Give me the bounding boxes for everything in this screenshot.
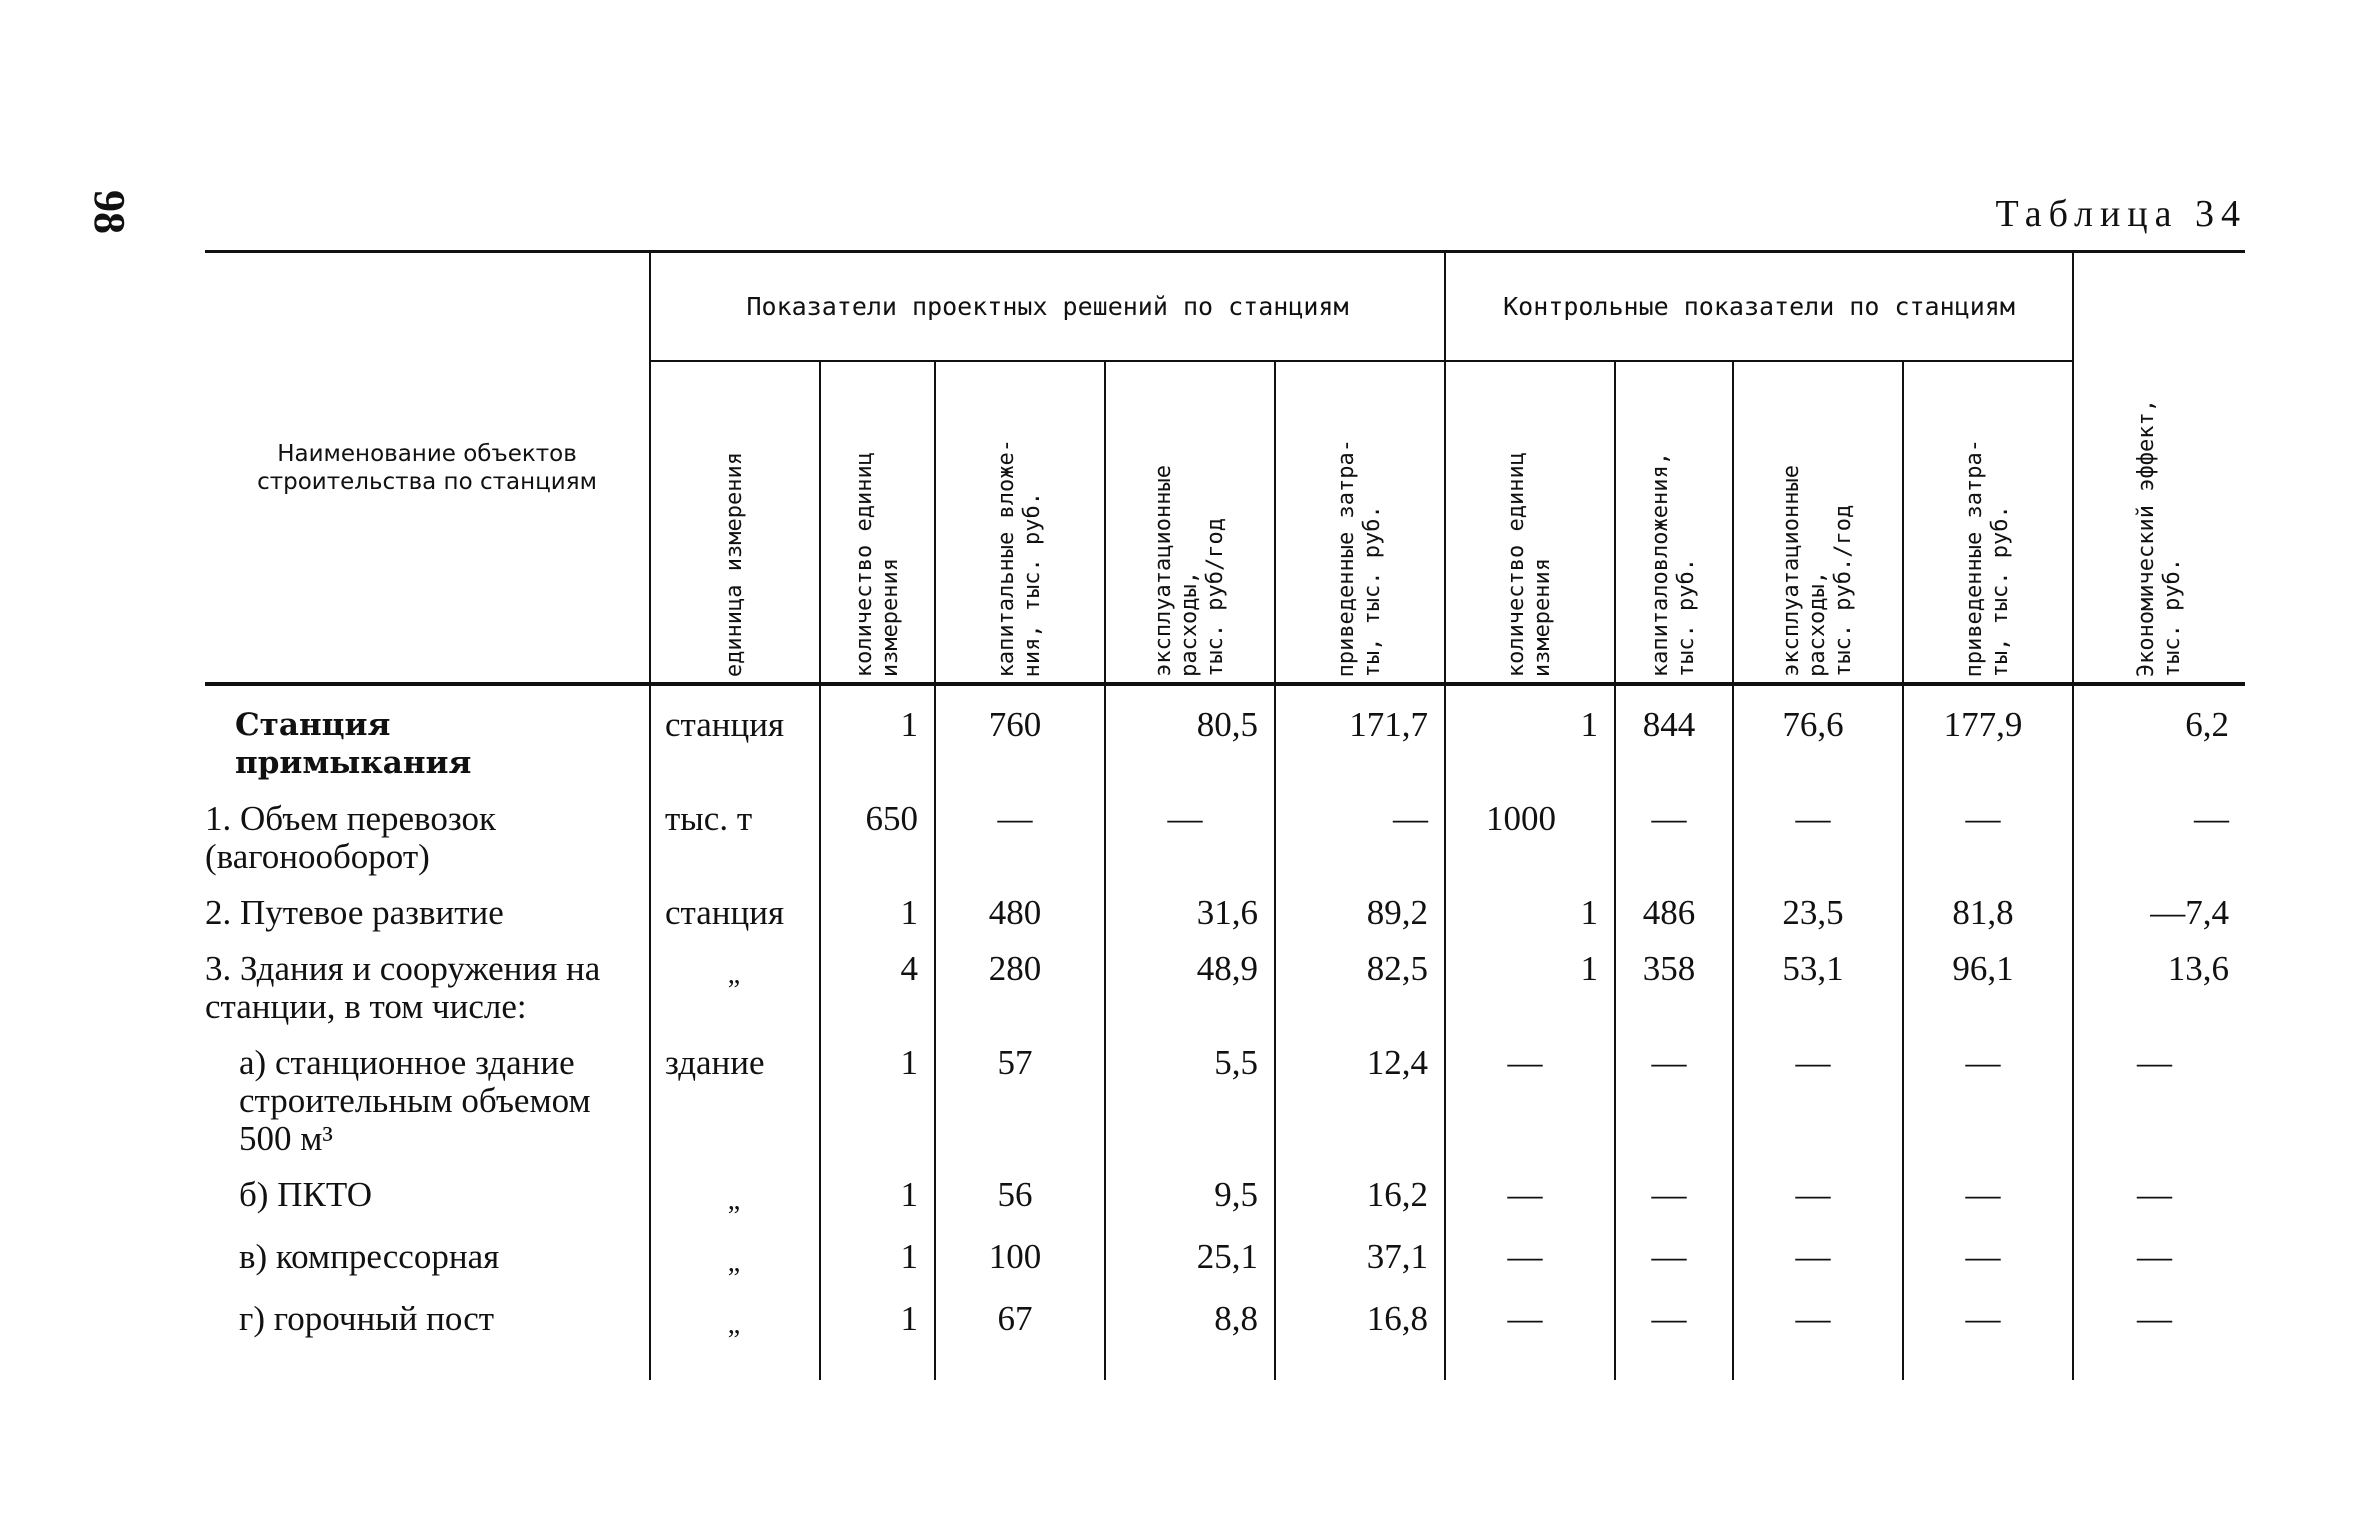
cell-control-capital: — bbox=[1615, 1038, 1733, 1170]
control-qty-column-header: количество единиц измерения bbox=[1504, 451, 1555, 677]
cell-effect: — bbox=[2073, 794, 2245, 888]
c-reduced-header-cell bbox=[1903, 361, 2073, 684]
cell-control-operating: — bbox=[1733, 1232, 1903, 1294]
row-name bbox=[205, 1232, 650, 1294]
data-table bbox=[205, 250, 2245, 1380]
cell-project-operating: 8,8 bbox=[1105, 1294, 1275, 1380]
cell-control-qty: 1 bbox=[1445, 888, 1615, 944]
row-name bbox=[205, 1038, 650, 1170]
cell-unit: „ bbox=[650, 944, 820, 1038]
sub-item-name: в) компрессорная bbox=[239, 1237, 500, 1276]
effect-column-header: Экономический эффект, тыс. руб. bbox=[2133, 398, 2185, 677]
cell-control-capital: 486 bbox=[1615, 888, 1733, 944]
cell-project-reduced: 89,2 bbox=[1275, 888, 1445, 944]
cell-project-capital: 57 bbox=[935, 1038, 1105, 1170]
cell-project-qty: 650 bbox=[820, 794, 935, 888]
cell-project-capital: 760 bbox=[935, 684, 1105, 794]
cell-control-operating: — bbox=[1733, 1038, 1903, 1170]
cell-control-operating: — bbox=[1733, 1170, 1903, 1232]
page-number: 98 bbox=[85, 190, 134, 234]
cell-control-reduced: 177,9 bbox=[1903, 684, 2073, 794]
cell-unit: „ bbox=[650, 1232, 820, 1294]
table-row bbox=[205, 1038, 2245, 1170]
control-group-header: Контрольные показатели по станциям bbox=[1445, 252, 2073, 362]
cell-effect: — bbox=[2073, 1170, 2245, 1232]
c-capital-header-cell bbox=[1615, 361, 1733, 684]
cell-project-operating: — bbox=[1105, 794, 1275, 888]
cell-effect: — bbox=[2073, 1294, 2245, 1380]
cell-project-operating: 48,9 bbox=[1105, 944, 1275, 1038]
table-row bbox=[205, 944, 2245, 1038]
c-operating-header-cell bbox=[1733, 361, 1903, 684]
row-name: 1. Объем перевозок (вагонооборот) bbox=[205, 799, 496, 876]
cell-project-operating: 9,5 bbox=[1105, 1170, 1275, 1232]
cell-unit: станция bbox=[650, 684, 820, 794]
cell-project-reduced: — bbox=[1275, 794, 1445, 888]
cell-unit: тыс. т bbox=[650, 794, 820, 888]
cell-effect: 6,2 bbox=[2073, 684, 2245, 794]
sub-item-name: б) ПКТО bbox=[239, 1175, 373, 1214]
cell-control-capital: 844 bbox=[1615, 684, 1733, 794]
table-row bbox=[205, 1170, 2245, 1232]
row-name: 2. Путевое развитие bbox=[205, 893, 504, 932]
name-column-header: Наименование объектов строительства по станциям bbox=[205, 252, 650, 685]
p-operating-header-cell bbox=[1105, 361, 1275, 684]
cell-unit: станция bbox=[650, 888, 820, 944]
table-container bbox=[205, 250, 2245, 1380]
cell-control-qty: — bbox=[1445, 1232, 1615, 1294]
c-qty-header-cell bbox=[1445, 361, 1615, 684]
cell-control-capital: — bbox=[1615, 794, 1733, 888]
cell-control-qty: 1000 bbox=[1445, 794, 1615, 888]
cell-control-qty: 1 bbox=[1445, 684, 1615, 794]
control-capital-column-header: капиталовложения, тыс. руб. bbox=[1648, 451, 1699, 677]
cell-control-reduced: 81,8 bbox=[1903, 888, 2073, 944]
cell-control-qty: — bbox=[1445, 1170, 1615, 1232]
cell-control-qty: — bbox=[1445, 1038, 1615, 1170]
cell-project-capital: — bbox=[935, 794, 1105, 888]
cell-project-qty: 1 bbox=[820, 1038, 935, 1170]
control-operating-column-header: эксплуатационные расходы, тыс. руб./год bbox=[1779, 465, 1856, 677]
cell-effect: —7,4 bbox=[2073, 888, 2245, 944]
cell-control-operating: 23,5 bbox=[1733, 888, 1903, 944]
cell-project-capital: 67 bbox=[935, 1294, 1105, 1380]
cell-control-reduced: — bbox=[1903, 1232, 2073, 1294]
cell-control-qty: 1 bbox=[1445, 944, 1615, 1038]
cell-project-qty: 1 bbox=[820, 1294, 935, 1380]
table-row bbox=[205, 1232, 2245, 1294]
cell-control-operating: 53,1 bbox=[1733, 944, 1903, 1038]
unit-header-cell bbox=[650, 361, 820, 684]
cell-project-reduced: 16,2 bbox=[1275, 1170, 1445, 1232]
cell-control-reduced: — bbox=[1903, 1038, 2073, 1170]
cell-project-qty: 4 bbox=[820, 944, 935, 1038]
project-operating-column-header: эксплуатационные расходы, тыс. руб/год bbox=[1151, 465, 1228, 677]
table-row bbox=[205, 794, 2245, 888]
sub-item-name: г) горочный пост bbox=[239, 1299, 495, 1338]
cell-project-qty: 1 bbox=[820, 684, 935, 794]
cell-effect: — bbox=[2073, 1232, 2245, 1294]
project-capital-column-header: капитальные вложе- ния, тыс. руб. bbox=[994, 438, 1045, 677]
cell-unit: здание bbox=[650, 1038, 820, 1170]
cell-control-reduced: — bbox=[1903, 1170, 2073, 1232]
cell-project-qty: 1 bbox=[820, 1232, 935, 1294]
cell-control-capital: 358 bbox=[1615, 944, 1733, 1038]
cell-project-operating: 25,1 bbox=[1105, 1232, 1275, 1294]
cell-project-reduced: 16,8 bbox=[1275, 1294, 1445, 1380]
cell-control-capital: — bbox=[1615, 1294, 1733, 1380]
row-name bbox=[205, 684, 650, 794]
cell-control-reduced: — bbox=[1903, 1294, 2073, 1380]
cell-control-capital: — bbox=[1615, 1232, 1733, 1294]
table-caption: Таблица 34 bbox=[1995, 193, 2247, 235]
cell-project-qty: 1 bbox=[820, 1170, 935, 1232]
project-qty-column-header: количество единиц измерения bbox=[851, 451, 903, 677]
cell-unit: „ bbox=[650, 1170, 820, 1232]
row-name: 3. Здания и сооружения на станции, в том числе: bbox=[205, 949, 601, 1026]
cell-project-qty: 1 bbox=[820, 888, 935, 944]
cell-project-capital: 56 bbox=[935, 1170, 1105, 1232]
section-name: Станция примыкания bbox=[235, 707, 472, 781]
cell-control-qty: — bbox=[1445, 1294, 1615, 1380]
project-reduced-column-header: приведенные затра- ты, тыс. руб. bbox=[1334, 438, 1385, 677]
cell-project-operating: 31,6 bbox=[1105, 888, 1275, 944]
cell-project-reduced: 171,7 bbox=[1275, 684, 1445, 794]
unit-column-header: единица измерения bbox=[722, 451, 747, 677]
cell-effect: — bbox=[2073, 1038, 2245, 1170]
cell-project-operating: 80,5 bbox=[1105, 684, 1275, 794]
cell-project-reduced: 82,5 bbox=[1275, 944, 1445, 1038]
cell-control-operating: — bbox=[1733, 794, 1903, 888]
control-reduced-column-header: приведенные затра- ты, тыс. руб. bbox=[1962, 438, 2013, 677]
cell-project-capital: 480 bbox=[935, 888, 1105, 944]
cell-control-reduced: — bbox=[1903, 794, 2073, 888]
effect-header-cell bbox=[2073, 252, 2245, 685]
cell-project-capital: 100 bbox=[935, 1232, 1105, 1294]
row-name bbox=[205, 1294, 650, 1380]
cell-project-reduced: 37,1 bbox=[1275, 1232, 1445, 1294]
project-group-header: Показатели проектных решений по станциям bbox=[650, 252, 1445, 362]
cell-unit: „ bbox=[650, 1294, 820, 1380]
row-name bbox=[205, 1170, 650, 1232]
cell-control-reduced: 96,1 bbox=[1903, 944, 2073, 1038]
p-capital-header-cell bbox=[935, 361, 1105, 684]
cell-project-capital: 280 bbox=[935, 944, 1105, 1038]
cell-project-operating: 5,5 bbox=[1105, 1038, 1275, 1170]
cell-control-capital: — bbox=[1615, 1170, 1733, 1232]
table-row bbox=[205, 684, 2245, 794]
cell-effect: 13,6 bbox=[2073, 944, 2245, 1038]
cell-control-operating: — bbox=[1733, 1294, 1903, 1380]
sub-item-name: а) станционное здание строительным объемом 500 м³ bbox=[239, 1043, 591, 1158]
cell-project-reduced: 12,4 bbox=[1275, 1038, 1445, 1170]
table-row bbox=[205, 888, 2245, 944]
table-row bbox=[205, 1294, 2245, 1380]
p-reduced-header-cell bbox=[1275, 361, 1445, 684]
p-qty-header-cell bbox=[820, 361, 935, 684]
cell-control-operating: 76,6 bbox=[1733, 684, 1903, 794]
